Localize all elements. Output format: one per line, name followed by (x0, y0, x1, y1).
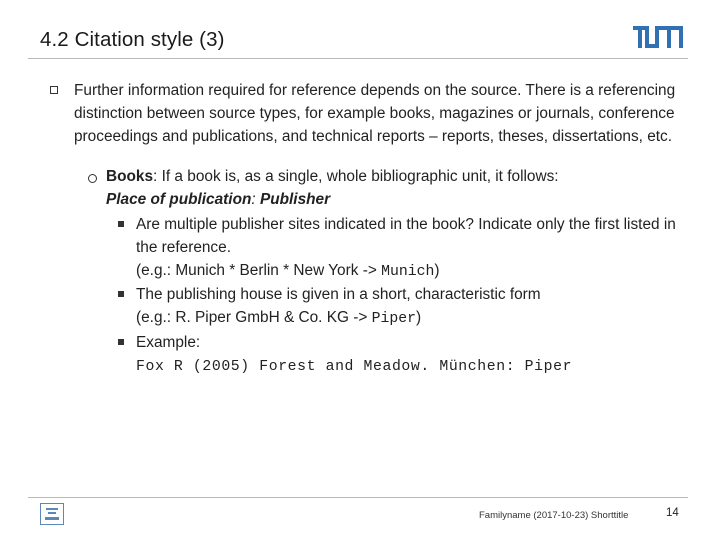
title-divider (28, 58, 688, 59)
publisher-label: Publisher (259, 191, 331, 208)
example-code: Fox R (2005) Forest and Meadow. München: Piper (136, 359, 573, 375)
publication-sep: : (251, 191, 260, 208)
home-icon[interactable] (40, 503, 64, 525)
item-text: The publishing house is given in a short, characteristic form (136, 286, 541, 303)
item-text: Example: (136, 334, 201, 351)
small-square-bullet-icon (118, 221, 124, 227)
item-eg-prefix: (e.g.: R. Piper GmbH & Co. KG -> (136, 309, 372, 326)
small-square-bullet-icon (118, 339, 124, 345)
page-number: 14 (666, 507, 679, 519)
home-icon-graphic (41, 504, 63, 524)
item-eg-suffix: ) (416, 309, 422, 326)
small-square-bullet-icon (118, 291, 124, 297)
list-item (136, 213, 696, 284)
circle-bullet-icon (88, 174, 97, 183)
publication-label: Place of publication (106, 191, 252, 208)
books-text: : If a book is, as a single, whole bibliographic unit, it follows: (153, 168, 559, 185)
tum-logo (633, 26, 683, 50)
square-bullet-icon (50, 86, 58, 94)
list-item (136, 331, 696, 379)
item-eg-prefix: (e.g.: Munich * Berlin * New York -> (136, 262, 382, 279)
slide-title: 4.2 Citation style (3) (40, 28, 225, 51)
item-eg-code: Munich (381, 264, 435, 280)
item-eg-suffix: ) (434, 262, 440, 279)
item-eg-code: Piper (371, 311, 417, 327)
footer-text: Familyname (2017-10-23) Shorttitle (479, 510, 629, 521)
item-text: Are multiple publisher sites indicated in the book? Indicate only the first listed in the reference. (136, 216, 676, 256)
books-label: Books (106, 168, 154, 185)
books-item (106, 165, 696, 211)
footer-divider (28, 497, 688, 498)
list-item (136, 283, 696, 331)
intro-paragraph: Further information required for reference depends on the source. There is a referencing distinction between source types, for example books, magazines or journals, conference proceedings and publications, and technical reports – reports, theses, dissertations, etc. (74, 82, 676, 145)
